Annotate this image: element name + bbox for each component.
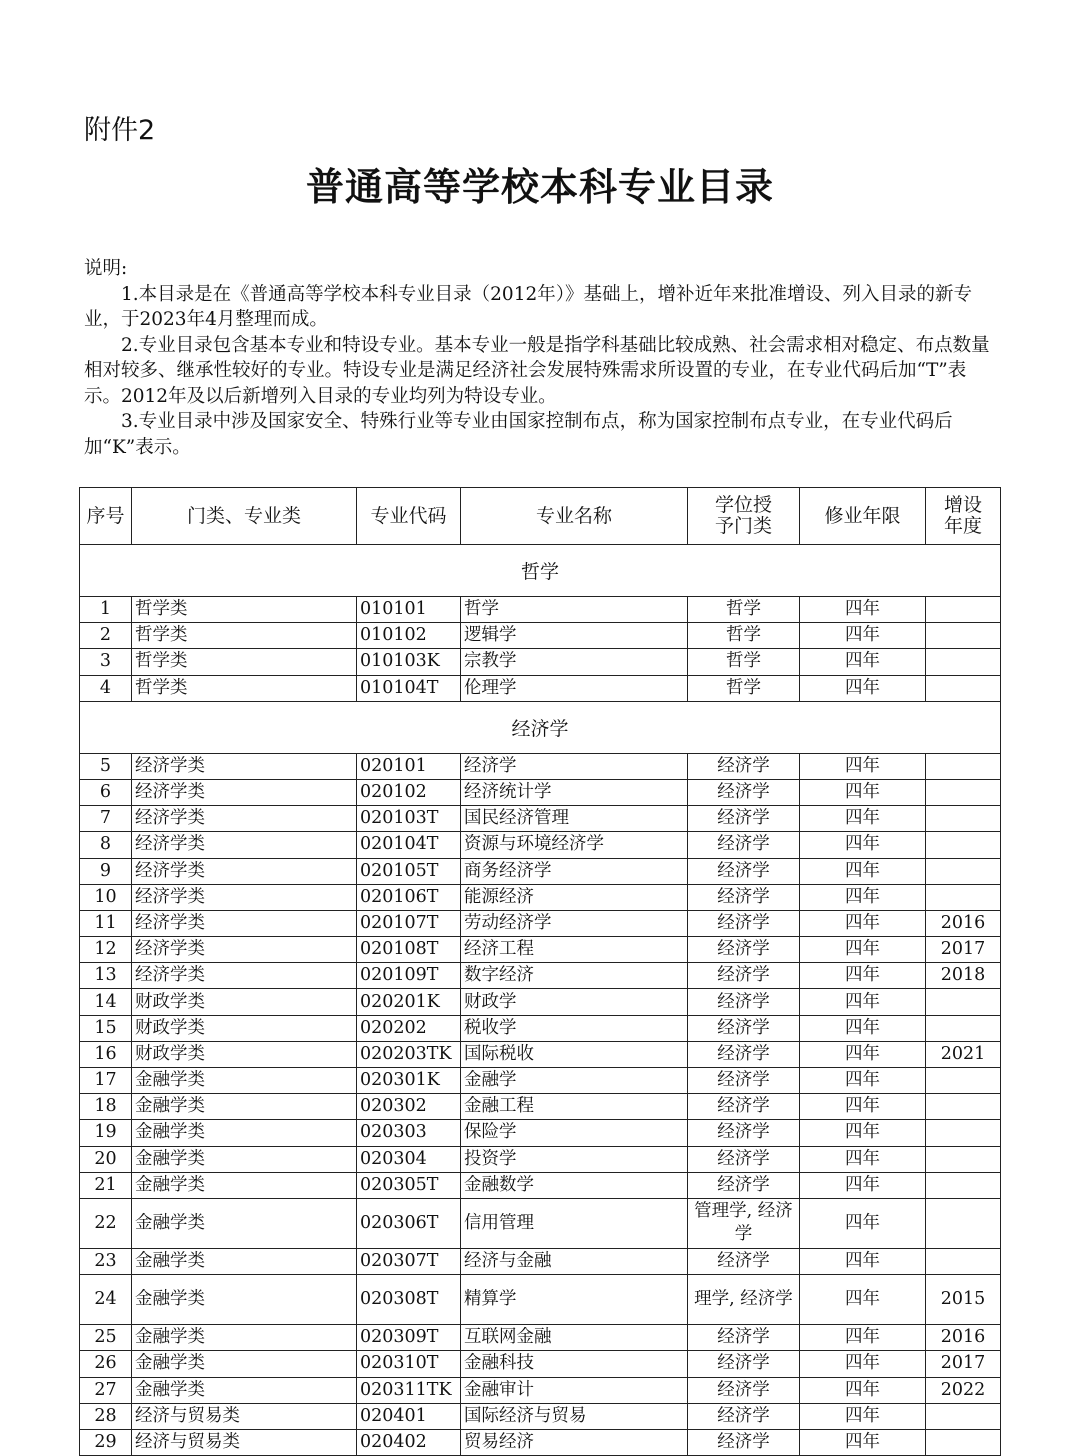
cell-year-added: 2016 <box>926 1325 1001 1351</box>
cell-category: 经济学类 <box>132 779 357 805</box>
cell-category: 经济学类 <box>132 858 357 884</box>
cell-index: 26 <box>80 1351 132 1377</box>
cell-degree: 经济学 <box>688 1172 800 1198</box>
cell-code: 020304 <box>357 1146 461 1172</box>
cell-index: 6 <box>80 779 132 805</box>
cell-index: 21 <box>80 1172 132 1198</box>
cell-degree: 经济学 <box>688 1351 800 1377</box>
cell-duration: 四年 <box>800 1120 926 1146</box>
cell-year-added: 2015 <box>926 1275 1001 1325</box>
cell-degree: 经济学 <box>688 1146 800 1172</box>
cell-category: 经济学类 <box>132 884 357 910</box>
cell-category: 金融学类 <box>132 1275 357 1325</box>
section-title: 经济学 <box>80 701 1001 753</box>
cell-index: 22 <box>80 1198 132 1248</box>
table-row <box>80 989 1001 1015</box>
cell-major-name: 金融科技 <box>461 1351 688 1377</box>
cell-category: 经济与贸易类 <box>132 1403 357 1429</box>
cell-year-added: 2021 <box>926 1041 1001 1067</box>
table-row <box>80 675 1001 701</box>
cell-code: 020310T <box>357 1351 461 1377</box>
table-row <box>80 779 1001 805</box>
cell-degree: 哲学 <box>688 649 800 675</box>
cell-code: 020402 <box>357 1429 461 1455</box>
cell-duration: 四年 <box>800 1325 926 1351</box>
cell-degree: 经济学 <box>688 806 800 832</box>
cell-index: 14 <box>80 989 132 1015</box>
cell-index: 1 <box>80 597 132 623</box>
cell-degree: 经济学 <box>688 963 800 989</box>
cell-year-added <box>926 649 1001 675</box>
cell-degree: 经济学 <box>688 910 800 936</box>
cell-duration: 四年 <box>800 1198 926 1248</box>
cell-category: 金融学类 <box>132 1068 357 1094</box>
cell-degree: 经济学 <box>688 1325 800 1351</box>
table-row <box>80 649 1001 675</box>
table-row <box>80 832 1001 858</box>
header-category: 门类、专业类 <box>132 488 357 545</box>
cell-year-added <box>926 1068 1001 1094</box>
cell-category: 金融学类 <box>132 1325 357 1351</box>
cell-year-added <box>926 1403 1001 1429</box>
table-row <box>80 1172 1001 1198</box>
cell-year-added <box>926 1120 1001 1146</box>
cell-year-added <box>926 832 1001 858</box>
table-row <box>80 1015 1001 1041</box>
cell-index: 8 <box>80 832 132 858</box>
page-title: 普通高等学校本科专业目录 <box>305 164 774 209</box>
cell-year-added <box>926 753 1001 779</box>
cell-duration: 四年 <box>800 1429 926 1455</box>
cell-duration: 四年 <box>800 858 926 884</box>
table-row <box>80 1429 1001 1455</box>
cell-index: 17 <box>80 1068 132 1094</box>
notes-label: 说明: <box>84 258 128 279</box>
cell-index: 20 <box>80 1146 132 1172</box>
table-header-row <box>80 488 1001 545</box>
cell-index: 7 <box>80 806 132 832</box>
cell-code: 020104T <box>357 832 461 858</box>
cell-duration: 四年 <box>800 1041 926 1067</box>
cell-category: 金融学类 <box>132 1094 357 1120</box>
cell-duration: 四年 <box>800 937 926 963</box>
table-body <box>80 545 1001 1456</box>
cell-degree: 经济学 <box>688 1094 800 1120</box>
cell-code: 010103K <box>357 649 461 675</box>
table-row <box>80 884 1001 910</box>
table-row <box>80 1068 1001 1094</box>
cell-year-added <box>926 1172 1001 1198</box>
cell-degree: 哲学 <box>688 597 800 623</box>
cell-year-added <box>926 989 1001 1015</box>
header-duration: 修业年限 <box>800 488 926 545</box>
cell-year-added <box>926 1198 1001 1248</box>
cell-degree: 经济学 <box>688 937 800 963</box>
cell-category: 经济学类 <box>132 806 357 832</box>
cell-duration: 四年 <box>800 1146 926 1172</box>
cell-degree: 经济学 <box>688 858 800 884</box>
cell-duration: 四年 <box>800 1068 926 1094</box>
section-row <box>80 545 1001 597</box>
cell-degree: 经济学 <box>688 1377 800 1403</box>
cell-duration: 四年 <box>800 806 926 832</box>
cell-year-added <box>926 858 1001 884</box>
cell-year-added <box>926 1094 1001 1120</box>
cell-duration: 四年 <box>800 1248 926 1274</box>
cell-year-added <box>926 779 1001 805</box>
cell-degree: 哲学 <box>688 675 800 701</box>
cell-duration: 四年 <box>800 597 926 623</box>
header-degree: 学位授予门类 <box>688 488 800 545</box>
cell-duration: 四年 <box>800 832 926 858</box>
cell-duration: 四年 <box>800 675 926 701</box>
note-2: 2.专业目录包含基本专业和特设专业。基本专业一般是指学科基础比较成熟、社会需求相对稳定、布点数量相对较多、继承性较好的专业。特设专业是满足经济社会发展特殊需求所设置的专业，在专业代码后加“T”表示。2012年及以后新增列入目录的专业均列为特设专业。 <box>84 334 990 407</box>
note-3: 3.专业目录中涉及国家安全、特殊行业等专业由国家控制布点，称为国家控制布点专业，在专业代码后加“K”表示。 <box>84 411 953 458</box>
note-1: 1.本目录是在《普通高等学校本科专业目录（2012年）》基础上，增补近年来批准增设、列入目录的新专业，于2023年4月整理而成。 <box>84 283 972 330</box>
cell-duration: 四年 <box>800 1377 926 1403</box>
cell-degree: 管理学, 经济学 <box>688 1198 800 1248</box>
cell-major-name: 财政学 <box>461 989 688 1015</box>
cell-code: 010104T <box>357 675 461 701</box>
table-row <box>80 1120 1001 1146</box>
cell-duration: 四年 <box>800 963 926 989</box>
cell-duration: 四年 <box>800 989 926 1015</box>
cell-index: 3 <box>80 649 132 675</box>
cell-year-added <box>926 1146 1001 1172</box>
cell-year-added <box>926 806 1001 832</box>
cell-year-added <box>926 1015 1001 1041</box>
cell-index: 28 <box>80 1403 132 1429</box>
table-row <box>80 937 1001 963</box>
cell-index: 4 <box>80 675 132 701</box>
cell-major-name: 国民经济管理 <box>461 806 688 832</box>
cell-year-added <box>926 1429 1001 1455</box>
cell-degree: 经济学 <box>688 753 800 779</box>
table-row <box>80 1325 1001 1351</box>
section-row <box>80 701 1001 753</box>
cell-category: 经济学类 <box>132 963 357 989</box>
cell-major-name: 经济与金融 <box>461 1248 688 1274</box>
cell-code: 020311TK <box>357 1377 461 1403</box>
cell-category: 财政学类 <box>132 989 357 1015</box>
table-row <box>80 858 1001 884</box>
cell-duration: 四年 <box>800 884 926 910</box>
cell-index: 27 <box>80 1377 132 1403</box>
cell-code: 020306T <box>357 1198 461 1248</box>
cell-duration: 四年 <box>800 1351 926 1377</box>
cell-major-name: 能源经济 <box>461 884 688 910</box>
cell-major-name: 保险学 <box>461 1120 688 1146</box>
cell-code: 020109T <box>357 963 461 989</box>
cell-index: 16 <box>80 1041 132 1067</box>
cell-code: 020105T <box>357 858 461 884</box>
cell-degree: 经济学 <box>688 989 800 1015</box>
cell-degree: 哲学 <box>688 623 800 649</box>
cell-duration: 四年 <box>800 1172 926 1198</box>
cell-duration: 四年 <box>800 1015 926 1041</box>
cell-year-added: 2022 <box>926 1377 1001 1403</box>
cell-category: 经济与贸易类 <box>132 1429 357 1455</box>
cell-code: 020308T <box>357 1275 461 1325</box>
cell-degree: 经济学 <box>688 1041 800 1067</box>
cell-year-added: 2016 <box>926 910 1001 936</box>
cell-category: 经济学类 <box>132 753 357 779</box>
table-row <box>80 753 1001 779</box>
cell-major-name: 数字经济 <box>461 963 688 989</box>
cell-index: 12 <box>80 937 132 963</box>
cell-index: 5 <box>80 753 132 779</box>
cell-year-added <box>926 1248 1001 1274</box>
table-row <box>80 1146 1001 1172</box>
cell-major-name: 经济统计学 <box>461 779 688 805</box>
cell-major-name: 税收学 <box>461 1015 688 1041</box>
cell-major-name: 信用管理 <box>461 1198 688 1248</box>
table-row <box>80 1094 1001 1120</box>
cell-duration: 四年 <box>800 753 926 779</box>
cell-category: 财政学类 <box>132 1015 357 1041</box>
cell-duration: 四年 <box>800 1275 926 1325</box>
cell-index: 29 <box>80 1429 132 1455</box>
cell-major-name: 伦理学 <box>461 675 688 701</box>
major-catalog-table <box>79 487 1001 1456</box>
cell-category: 经济学类 <box>132 910 357 936</box>
cell-major-name: 经济学 <box>461 753 688 779</box>
cell-major-name: 资源与环境经济学 <box>461 832 688 858</box>
cell-degree: 经济学 <box>688 1120 800 1146</box>
table-row <box>80 1198 1001 1248</box>
table-row <box>80 1041 1001 1067</box>
table-row <box>80 623 1001 649</box>
cell-major-name: 逻辑学 <box>461 623 688 649</box>
cell-duration: 四年 <box>800 910 926 936</box>
cell-major-name: 精算学 <box>461 1275 688 1325</box>
cell-major-name: 贸易经济 <box>461 1429 688 1455</box>
cell-duration: 四年 <box>800 1403 926 1429</box>
table-row <box>80 806 1001 832</box>
table-row <box>80 910 1001 936</box>
cell-year-added <box>926 597 1001 623</box>
cell-code: 010102 <box>357 623 461 649</box>
cell-year-added: 2018 <box>926 963 1001 989</box>
cell-degree: 经济学 <box>688 832 800 858</box>
cell-code: 020303 <box>357 1120 461 1146</box>
table-row <box>80 963 1001 989</box>
cell-category: 经济学类 <box>132 832 357 858</box>
cell-index: 13 <box>80 963 132 989</box>
cell-index: 23 <box>80 1248 132 1274</box>
cell-code: 020103T <box>357 806 461 832</box>
cell-code: 020108T <box>357 937 461 963</box>
cell-major-name: 哲学 <box>461 597 688 623</box>
cell-index: 19 <box>80 1120 132 1146</box>
cell-major-name: 金融审计 <box>461 1377 688 1403</box>
table-row <box>80 597 1001 623</box>
cell-degree: 经济学 <box>688 1403 800 1429</box>
cell-year-added <box>926 623 1001 649</box>
cell-category: 金融学类 <box>132 1198 357 1248</box>
cell-major-name: 国际经济与贸易 <box>461 1403 688 1429</box>
cell-degree: 理学, 经济学 <box>688 1275 800 1325</box>
cell-degree: 经济学 <box>688 1015 800 1041</box>
table-row <box>80 1377 1001 1403</box>
cell-category: 金融学类 <box>132 1120 357 1146</box>
header-index: 序号 <box>80 488 132 545</box>
cell-major-name: 国际税收 <box>461 1041 688 1067</box>
cell-index: 24 <box>80 1275 132 1325</box>
cell-major-name: 互联网金融 <box>461 1325 688 1351</box>
cell-duration: 四年 <box>800 649 926 675</box>
notes-block <box>84 256 1000 460</box>
cell-code: 020307T <box>357 1248 461 1274</box>
cell-code: 020107T <box>357 910 461 936</box>
cell-degree: 经济学 <box>688 1429 800 1455</box>
cell-index: 25 <box>80 1325 132 1351</box>
cell-major-name: 金融工程 <box>461 1094 688 1120</box>
cell-category: 哲学类 <box>132 675 357 701</box>
cell-code: 020202 <box>357 1015 461 1041</box>
cell-category: 金融学类 <box>132 1377 357 1403</box>
cell-degree: 经济学 <box>688 884 800 910</box>
cell-year-added <box>926 675 1001 701</box>
cell-code: 020106T <box>357 884 461 910</box>
cell-category: 哲学类 <box>132 597 357 623</box>
table-row <box>80 1351 1001 1377</box>
cell-code: 020401 <box>357 1403 461 1429</box>
cell-code: 020301K <box>357 1068 461 1094</box>
cell-index: 11 <box>80 910 132 936</box>
cell-index: 9 <box>80 858 132 884</box>
cell-degree: 经济学 <box>688 1068 800 1094</box>
cell-category: 哲学类 <box>132 623 357 649</box>
cell-code: 020302 <box>357 1094 461 1120</box>
cell-category: 经济学类 <box>132 937 357 963</box>
cell-category: 财政学类 <box>132 1041 357 1067</box>
cell-code: 020305T <box>357 1172 461 1198</box>
cell-major-name: 金融数学 <box>461 1172 688 1198</box>
header-year-added: 增设年度 <box>926 488 1001 545</box>
cell-duration: 四年 <box>800 623 926 649</box>
cell-index: 2 <box>80 623 132 649</box>
cell-code: 020309T <box>357 1325 461 1351</box>
cell-category: 金融学类 <box>132 1146 357 1172</box>
cell-category: 金融学类 <box>132 1351 357 1377</box>
cell-year-added: 2017 <box>926 937 1001 963</box>
table-row <box>80 1248 1001 1274</box>
cell-code: 020203TK <box>357 1041 461 1067</box>
cell-year-added <box>926 884 1001 910</box>
cell-category: 金融学类 <box>132 1172 357 1198</box>
header-major-name: 专业名称 <box>461 488 688 545</box>
cell-major-name: 经济工程 <box>461 937 688 963</box>
cell-major-name: 商务经济学 <box>461 858 688 884</box>
cell-code: 010101 <box>357 597 461 623</box>
cell-category: 金融学类 <box>132 1248 357 1274</box>
cell-year-added: 2017 <box>926 1351 1001 1377</box>
table-row <box>80 1403 1001 1429</box>
cell-index: 18 <box>80 1094 132 1120</box>
cell-category: 哲学类 <box>132 649 357 675</box>
cell-duration: 四年 <box>800 1094 926 1120</box>
cell-duration: 四年 <box>800 779 926 805</box>
header-code: 专业代码 <box>357 488 461 545</box>
cell-major-name: 宗教学 <box>461 649 688 675</box>
cell-code: 020102 <box>357 779 461 805</box>
cell-degree: 经济学 <box>688 779 800 805</box>
cell-code: 020201K <box>357 989 461 1015</box>
section-title: 哲学 <box>80 545 1001 597</box>
cell-major-name: 投资学 <box>461 1146 688 1172</box>
cell-index: 15 <box>80 1015 132 1041</box>
cell-code: 020101 <box>357 753 461 779</box>
cell-degree: 经济学 <box>688 1248 800 1274</box>
cell-major-name: 金融学 <box>461 1068 688 1094</box>
table-row <box>80 1275 1001 1325</box>
cell-index: 10 <box>80 884 132 910</box>
attachment-label: 附件2 <box>84 115 156 146</box>
cell-major-name: 劳动经济学 <box>461 910 688 936</box>
